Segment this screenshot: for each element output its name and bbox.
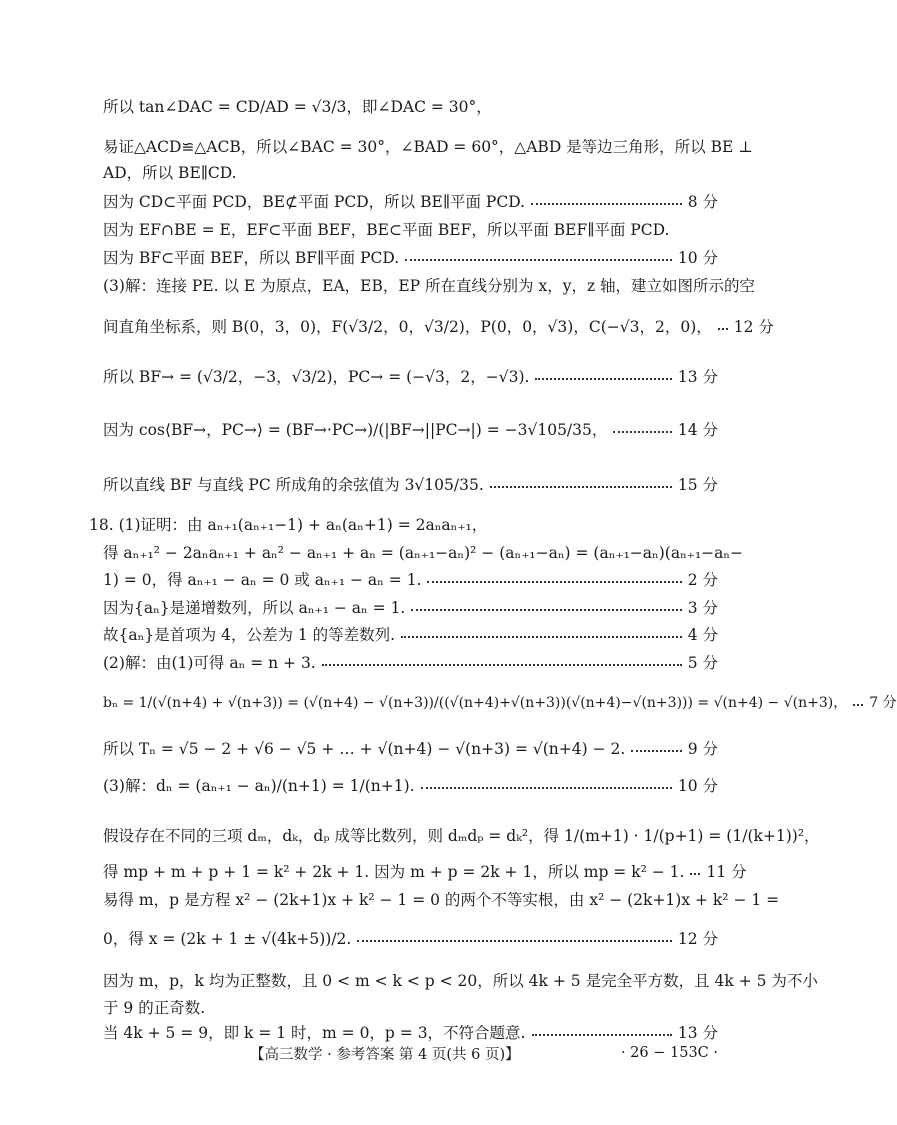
leader-dots [401, 636, 682, 638]
score: 4 分 [687, 626, 718, 644]
answer-line: 易证△ACD≌△ACB，所以∠BAC = 30°，∠BAD = 60°，△ABD 是等边三角形，所以 BE ⊥ [103, 138, 753, 156]
leader-dots [532, 1034, 672, 1036]
answer-line: 所以 tan∠DAC = CD/AD = √3/3，即∠DAC = 30°， [103, 98, 492, 116]
score: 11 分 [706, 863, 747, 881]
leader-dots [427, 581, 681, 583]
page-footer [250, 1040, 718, 1066]
answer-line: 所以直线 BF 与直线 PC 所成角的余弦值为 3√105/35. 15 分 [103, 471, 718, 497]
score: 3 分 [687, 599, 718, 617]
answer-line: 易得 m，p 是方程 x² − (2k+1)x + k² − 1 = 0 的两个不等实根，由 x² − (2k+1)x + k² − 1 = [103, 891, 780, 909]
answer-line: 得 aₙ₊₁² − 2aₙaₙ₊₁ + aₙ² − aₙ₊₁ + aₙ = (aₙ₊₁−aₙ)² − (aₙ₊₁−aₙ) = (aₙ₊₁−aₙ)(aₙ₊₁−aₙ− [103, 544, 744, 562]
answer-line: (2)解：由(1)可得 aₙ = n + 3. 5 分 [103, 649, 718, 675]
leader-dots [490, 486, 672, 488]
leader-dots [690, 873, 700, 875]
answer-line: 因为 EF∩BE = E，EF⊂平面 BEF，BE⊂平面 BEF，所以平面 BEF∥平面 PCD. [103, 221, 670, 239]
score: 10 分 [677, 249, 718, 267]
answer-line: 假设存在不同的三项 dₘ，dₖ，dₚ 成等比数列，则 dₘdₚ = dₖ²，得 1/(m+1) · 1/(p+1) = (1/(k+1))²， [103, 827, 820, 845]
answer-line: 所以 BF→ = (√3/2，−3，√3/2)，PC→ = (−√3，2，−√3). 13 分 [103, 363, 718, 389]
leader-dots [531, 203, 682, 205]
answer-line: (3)解：dₙ = (aₙ₊₁ − aₙ)/(n+1) = 1/(n+1). 10 分 [103, 772, 718, 798]
score: 13 分 [677, 368, 718, 386]
leader-dots [853, 704, 863, 706]
answer-line: 当 4k + 5 = 9，即 k = 1 时，m = 0，p = 3，不符合题意. 13 分 [103, 1019, 718, 1045]
answer-line: 因为 m，p，k 均为正整数，且 0 < m < k < p < 20，所以 4k + 5 是完全平方数，且 4k + 5 为不小 [103, 972, 818, 990]
leader-dots [613, 431, 671, 433]
answer-line: 得 mp + m + p + 1 = k² + 2k + 1. 因为 m + p = 2k + 1，所以 mp = k² − 1. 11 分 [103, 858, 718, 884]
score: 8 分 [687, 193, 718, 211]
answer-line: 18. (1)证明：由 aₙ₊₁(aₙ₊₁−1) + aₙ(aₙ+1) = 2aₙaₙ₊₁， [89, 516, 488, 534]
footer-title: 【高三数学 · 参考答案 第 4 页(共 6 页)】 [250, 1046, 520, 1063]
answer-line: AD，所以 BE∥CD. [103, 164, 237, 182]
score: 2 分 [687, 571, 718, 589]
answer-line: 因为 BF⊂平面 BEF，所以 BF∥平面 PCD. 10 分 [103, 244, 718, 270]
leader-dots [405, 259, 672, 261]
answer-line: (3)解：连接 PE. 以 E 为原点，EA，EB，EP 所在直线分别为 x，y，z 轴，建立如图所示的空 [103, 277, 756, 295]
score: 5 分 [687, 654, 718, 672]
leader-dots [322, 664, 682, 666]
answer-line: 因为 cos⟨BF→，PC→⟩ = (BF→·PC→)/(|BF→||PC→|) = −3√105/35， 14 分 [103, 416, 718, 442]
answer-line: 故{aₙ}是首项为 4，公差为 1 的等差数列. 4 分 [103, 621, 718, 647]
score: 10 分 [677, 777, 718, 795]
answer-line: 0，得 x = (2k + 1 ± √(4k+5))/2. 12 分 [103, 925, 718, 951]
score: 9 分 [687, 740, 718, 758]
answer-line: 所以 Tₙ = √5 − 2 + √6 − √5 + … + √(n+4) − √(n+3) = √(n+4) − 2. 9 分 [103, 735, 718, 761]
score: 14 分 [677, 421, 718, 439]
score: 12 分 [677, 930, 718, 948]
leader-dots [421, 787, 672, 789]
footer-code: · 26 − 153C · [620, 1045, 718, 1061]
leader-dots [718, 328, 728, 330]
leader-dots [535, 378, 671, 380]
leader-dots [357, 940, 671, 942]
score: 15 分 [677, 476, 718, 494]
answer-line: 因为 CD⊂平面 PCD，BE⊄平面 PCD，所以 BE∥平面 PCD. 8 分 [103, 188, 718, 214]
answer-line: 于 9 的正奇数. [103, 999, 206, 1017]
leader-dots [631, 750, 681, 752]
score: 7 分 [869, 695, 897, 711]
score: 13 分 [677, 1024, 718, 1042]
answer-line: 因为{aₙ}是递增数列，所以 aₙ₊₁ − aₙ = 1. 3 分 [103, 594, 718, 620]
answer-line: 间直角坐标系，则 B(0，3，0)，F(√3/2，0，√3/2)，P(0，0，√3)，C(−√3，2，0)， 12 分 [103, 313, 718, 339]
score: 12 分 [733, 318, 774, 336]
answer-line: bₙ = 1/(√(n+4) + √(n+3)) = (√(n+4) − √(n+3))/((√(n+4)+√(n+3))(√(n+4)−√(n+3))) = √(n+4) − √(n+3)， 7 分 [103, 689, 718, 715]
leader-dots [411, 609, 681, 611]
answer-line: 1) = 0，得 aₙ₊₁ − aₙ = 0 或 aₙ₊₁ − aₙ = 1. 2 分 [103, 566, 718, 592]
